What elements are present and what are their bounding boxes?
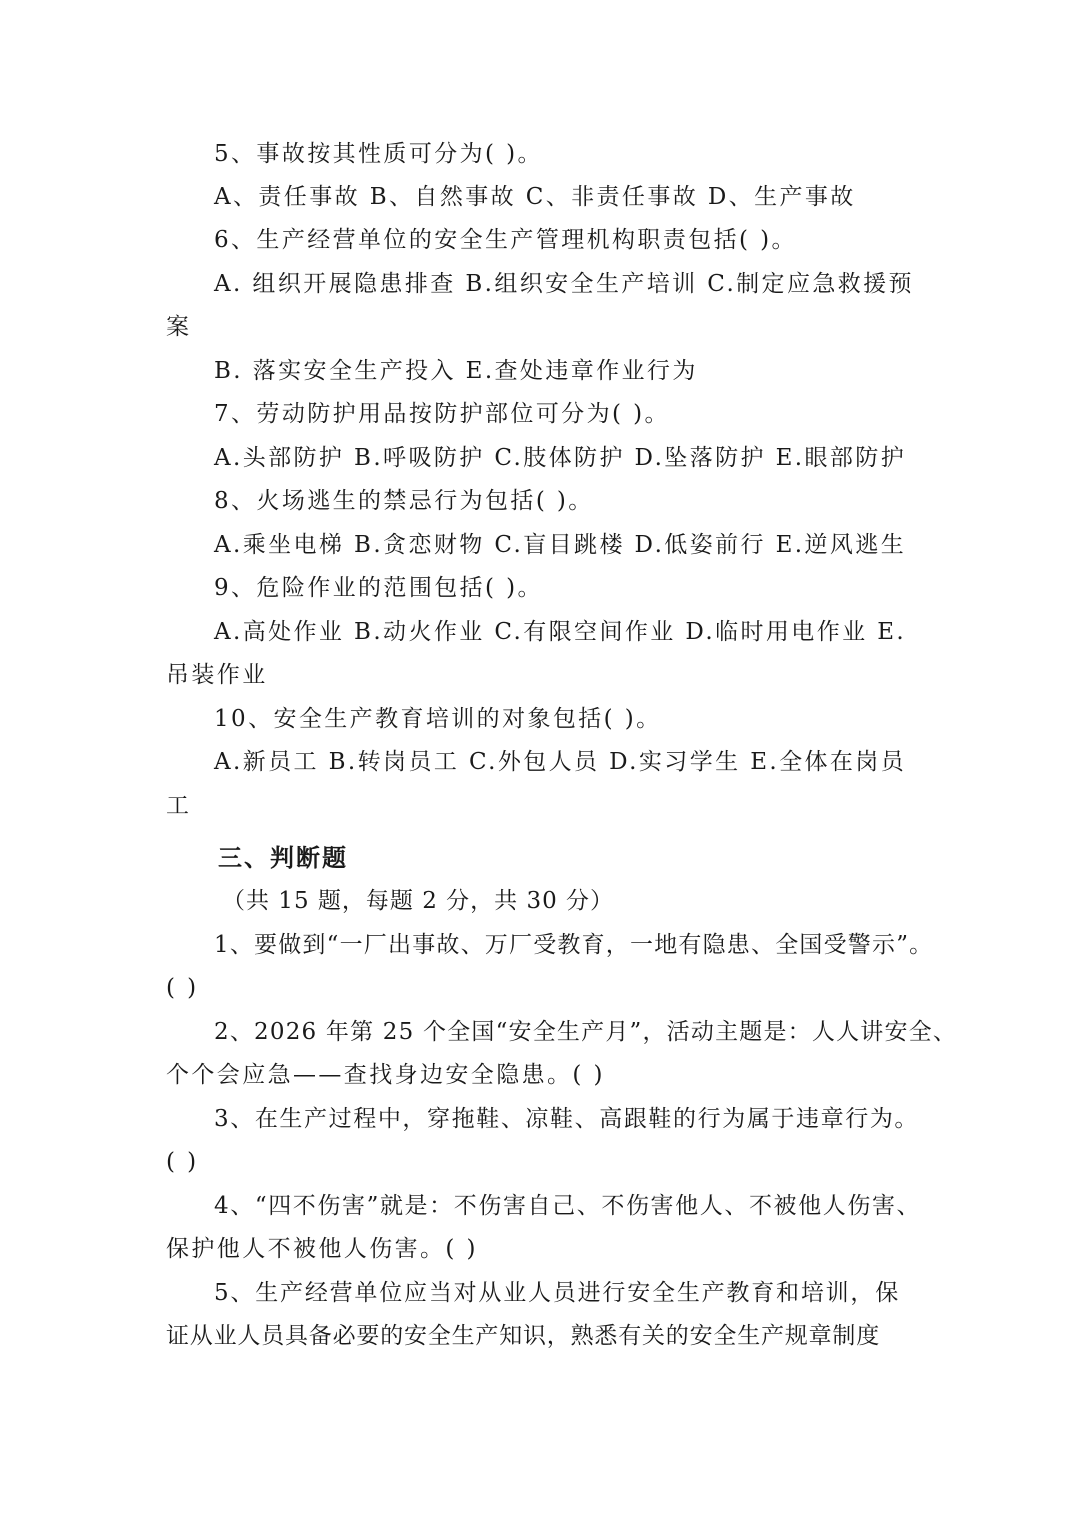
question-7-options: A.头部防护 B.呼吸防护 C.肢体防护 D.坠落防护 E.眼部防护 bbox=[214, 445, 907, 471]
question-6-options-line3: B. 落实安全生产投入 E.查处违章作业行为 bbox=[214, 358, 698, 384]
judgment-5-line2: 证从业人员具备必要的安全生产知识，熟悉有关的安全生产规章制度 bbox=[166, 1323, 880, 1349]
section-scoring-note: （共 15 题，每题 2 分，共 30 分） bbox=[222, 888, 615, 914]
judgment-1-line1: 1、要做到“一厂出事故、万厂受教育，一地有隐患、全国受警示”。 bbox=[214, 932, 934, 958]
question-5-stem: 5、事故按其性质可分为( )。 bbox=[214, 141, 543, 167]
question-9-stem: 9、危险作业的范围包括( )。 bbox=[214, 575, 543, 601]
judgment-4-line1: 4、“四不伤害”就是：不伤害自己、不伤害他人、不被他人伤害、 bbox=[214, 1193, 922, 1219]
question-10-options-line2: 工 bbox=[166, 793, 192, 819]
question-8-options: A.乘坐电梯 B.贪恋财物 C.盲目跳楼 D.低姿前行 E.逆风逃生 bbox=[214, 532, 907, 558]
question-6-options-line1: A. 组织开展隐患排查 B.组织安全生产培训 C.制定应急救援预 bbox=[214, 271, 914, 297]
question-6-options-line2: 案 bbox=[166, 314, 192, 340]
judgment-4-line2: 保护他人不被他人伤害。( ) bbox=[166, 1236, 478, 1262]
judgment-3-line2: ( ) bbox=[166, 1149, 199, 1175]
question-5-options: A、责任事故 B、自然事故 C、非责任事故 D、生产事故 bbox=[214, 184, 856, 210]
question-9-options-line1: A.高处作业 B.动火作业 C.有限空间作业 D.临时用电作业 E. bbox=[214, 619, 907, 645]
judgment-2-line1: 2、2026 年第 25 个全国“安全生产月”，活动主题是：人人讲安全、 bbox=[214, 1019, 958, 1045]
section-heading: 三、判断题 bbox=[218, 844, 348, 872]
question-9-options-line2: 吊装作业 bbox=[166, 662, 268, 688]
judgment-1-line2: ( ) bbox=[166, 975, 199, 1001]
judgment-2-line2: 个个会应急——查找身边安全隐患。( ) bbox=[166, 1062, 605, 1088]
judgment-5-line1: 5、生产经营单位应当对从业人员进行安全生产教育和培训，保 bbox=[214, 1280, 901, 1306]
question-8-stem: 8、火场逃生的禁忌行为包括( )。 bbox=[214, 488, 594, 514]
question-7-stem: 7、劳动防护用品按防护部位可分为( )。 bbox=[214, 401, 670, 427]
question-6-stem: 6、生产经营单位的安全生产管理机构职责包括( )。 bbox=[214, 227, 797, 253]
judgment-3-line1: 3、在生产过程中，穿拖鞋、凉鞋、高跟鞋的行为属于违章行为。 bbox=[214, 1106, 920, 1132]
question-10-stem: 10、安全生产教育培训的对象包括( )。 bbox=[214, 706, 662, 732]
question-10-options-line1: A.新员工 B.转岗员工 C.外包人员 D.实习学生 E.全体在岗员 bbox=[214, 749, 907, 775]
